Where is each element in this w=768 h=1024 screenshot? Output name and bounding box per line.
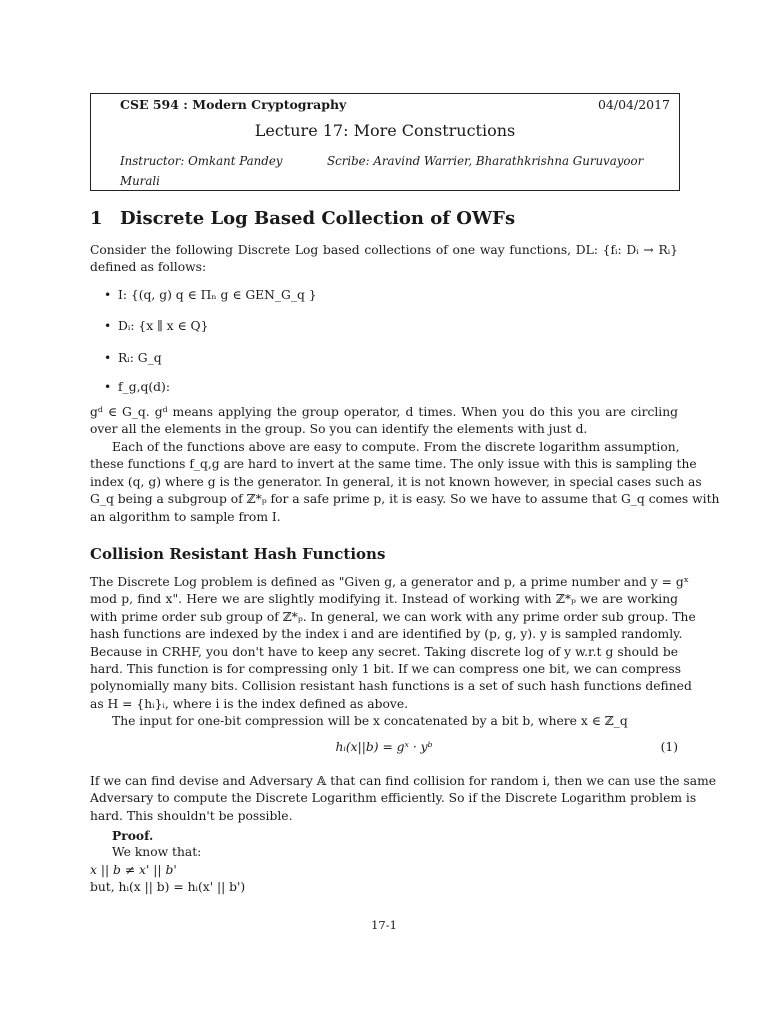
bullet-icon: • (104, 351, 112, 365)
section-title: Discrete Log Based Collection of OWFs (120, 208, 516, 229)
proof-line: x || b ≠ x' || b' (90, 862, 177, 877)
text-line: an algorithm to sample from I. (90, 509, 281, 524)
subsection-heading: Collision Resistant Hash Functions (90, 545, 386, 563)
text-line: these functions f_q,g are hard to invert at the same time. The only issue with this is sampling the (90, 457, 697, 472)
text-line: Each of the functions above are easy to compute. From the discrete logarithm assumption, (112, 440, 680, 454)
bullet-icon: • (104, 288, 112, 302)
course-name: CSE 594 : Modern Cryptography (120, 97, 347, 112)
proof-label: Proof. (112, 828, 154, 843)
text-line: defined as follows: (90, 260, 207, 275)
lecture-header-box (90, 93, 680, 191)
text-line: gᵈ ∈ G_q. gᵈ means applying the group operator, d times. When you do this you are circling (90, 405, 678, 419)
bullet-icon: • (104, 380, 112, 394)
text-line: G_q being a subgroup of ℤ*ₚ for a safe prime p, it is easy. So we have to assume that G_q comes with (90, 492, 720, 507)
equation-1 (90, 740, 678, 758)
crhf-paragraph (90, 574, 696, 713)
text-line: Consider the following Discrete Log based collections of one way functions, DL: {fᵢ: Dᵢ → Rᵢ} (90, 243, 678, 257)
text-line: hard. This function is for compressing only 1 bit. If we can compress one bit, we can compress (90, 662, 682, 677)
text-line: with prime order sub group of ℤ*ₚ. In general, we can work with any prime order sub group. The (90, 609, 696, 624)
assumption-paragraph (90, 439, 720, 526)
section-number: 1 (90, 208, 103, 229)
page-number: 17-1 (371, 918, 397, 932)
lecture-title: Lecture 17: More Constructions (254, 121, 516, 140)
bullet-icon: • (104, 319, 112, 333)
proof-line: We know that: (112, 845, 202, 860)
lecture-date: 04/04/2017 (597, 97, 670, 112)
text-line: as H = {hᵢ}ᵢ, where i is the index defined as above. (90, 696, 409, 711)
list-item: • f_g,q(d): (104, 380, 170, 394)
list-item: • Rᵢ: G_q (104, 351, 162, 365)
text-line: Adversary to compute the Discrete Logarithm efficiently. So if the Discrete Logarithm problem is (90, 791, 697, 806)
list-item: • Dᵢ: {x ∥ x ∈ Q} (104, 319, 209, 333)
proof-line: but, hᵢ(x || b) = hᵢ(x' || b') (90, 880, 246, 895)
text-line: Because in CRHF, you don't have to keep any secret. Taking discrete log of y w.r.t g should be (90, 644, 678, 659)
text-line: mod p, find x". Here we are slightly modifying it. Instead of working with ℤ*ₚ we are working (90, 592, 678, 607)
text-line: The input for one-bit compression will be x concatenated by a bit b, where x ∈ ℤ_q (112, 714, 628, 728)
text-line: hard. This shouldn't be possible. (90, 808, 293, 823)
equation-body: hᵢ(x||b) = gˣ · yᵇ (335, 740, 433, 754)
intro-paragraph (90, 242, 678, 277)
equation-number: (1) (660, 740, 678, 754)
text-line: hash functions are indexed by the index i and are identified by (p, g, y). y is sampled randomly. (90, 627, 683, 642)
scribe-names-continued: Murali (120, 174, 160, 188)
instructor-name: Instructor: Omkant Pandey (120, 154, 283, 168)
text-line: index (q, g) where g is the generator. In general, it is not known however, in special cases such as (90, 474, 702, 489)
text-line: over all the elements in the group. So you can identify the elements with just d. (90, 422, 588, 437)
adversary-paragraph (90, 773, 717, 825)
group-operator-paragraph (90, 404, 678, 439)
text-line: The Discrete Log problem is defined as "Given g, a generator and p, a prime number and y = gˣ (90, 575, 689, 589)
section-heading (90, 208, 515, 229)
compression-paragraph (90, 713, 678, 730)
text-line: If we can find devise and Adversary 𝔸 that can find collision for random i, then we can use the same (90, 774, 717, 788)
text-line: polynomially many bits. Collision resistant hash functions is a set of such hash functions defined (90, 679, 692, 694)
scribe-names: Scribe: Aravind Warrier, Bharathkrishna Guruvayoor (327, 154, 644, 168)
list-item: • I: {(q, g) q ∈ Πₙ g ∈ GEN_G_q } (104, 288, 317, 302)
proof-block (90, 827, 245, 897)
